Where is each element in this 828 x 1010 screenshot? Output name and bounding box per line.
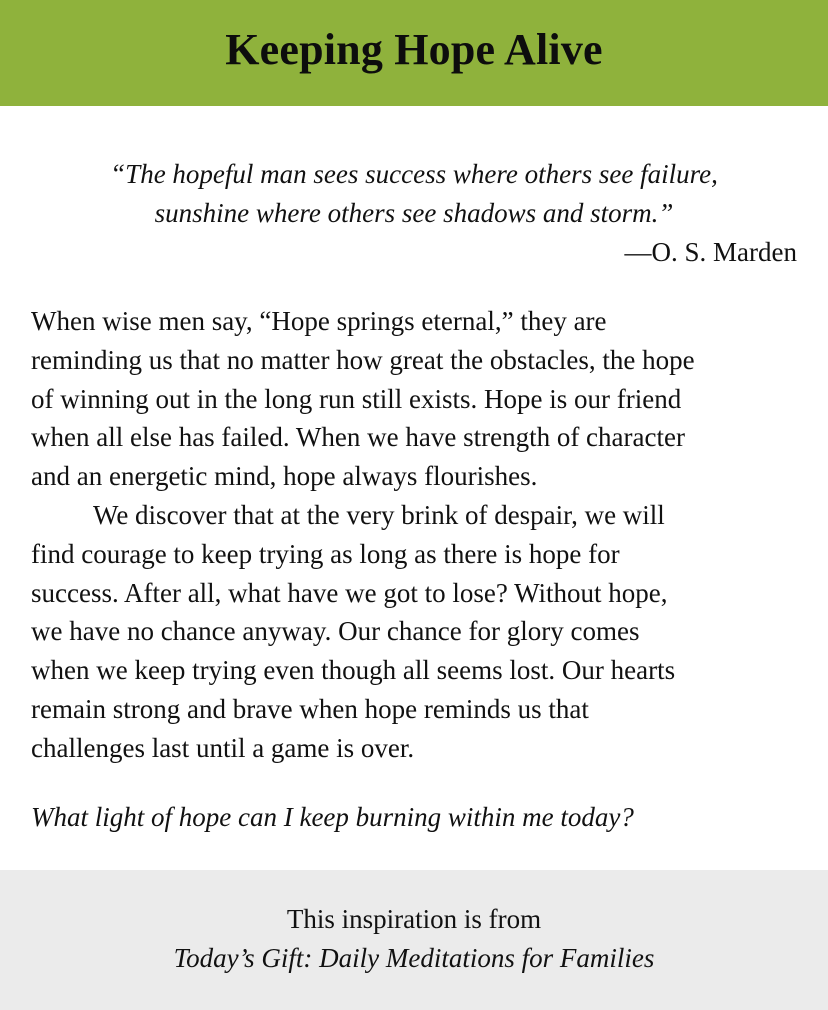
footer-intro: This inspiration is from	[286, 904, 542, 934]
paragraph-2	[31, 496, 811, 768]
title-banner	[0, 0, 828, 106]
text-line: We discover that at the very brink of despair, we will	[93, 499, 665, 530]
reflection-question: What light of hope can I keep burning within me today?	[31, 802, 634, 832]
page-title: Keeping Hope Alive	[225, 25, 603, 74]
text-line: challenges last until a game is over.	[31, 732, 415, 763]
text-line: find courage to keep trying as long as there is hope for	[31, 538, 620, 569]
text-line: when we keep trying even though all seems lost. Our hearts	[31, 655, 676, 686]
paragraph-1	[31, 302, 811, 496]
footer-source-title: Today’s Gift: Daily Meditations for Families	[173, 943, 655, 973]
quote-line: sunshine where others see shadows and storm.”	[154, 198, 674, 228]
text-line: remain strong and brave when hope reminds us that	[31, 693, 589, 724]
epigraph-quote	[0, 155, 828, 233]
text-line: when all else has failed. When we have strength of character	[31, 422, 685, 453]
quote-attribution: —O. S. Marden	[624, 237, 797, 267]
text-line: and an energetic mind, hope always flourishes.	[31, 461, 538, 492]
quote-line: “The hopeful man sees success where others see failure,	[110, 159, 718, 189]
text-line: of winning out in the long run still exists. Hope is our friend	[31, 383, 682, 414]
source-footer	[0, 870, 828, 1010]
text-line: reminding us that no matter how great the obstacles, the hope	[31, 344, 695, 375]
text-line: When wise men say, “Hope springs eternal,” they are	[31, 306, 607, 336]
text-line: success. After all, what have we got to lose? Without hope,	[31, 577, 668, 608]
text-line: we have no chance anyway. Our chance for glory comes	[31, 616, 640, 647]
meditation-body	[31, 302, 811, 768]
